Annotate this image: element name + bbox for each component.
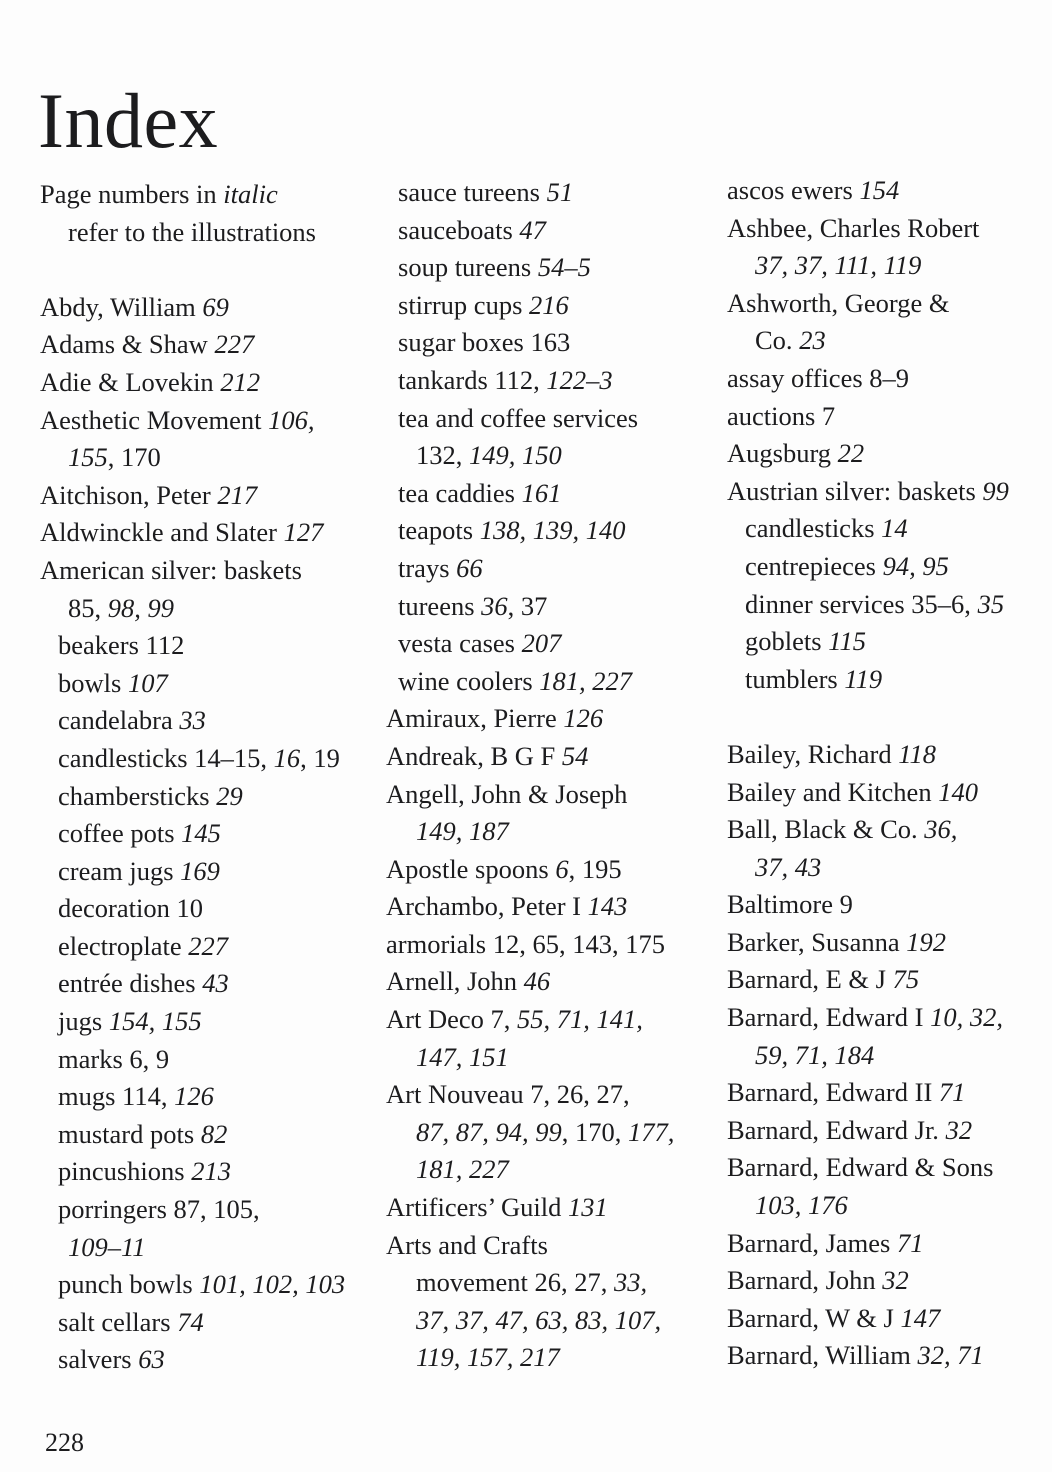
index-subentry xyxy=(386,287,674,325)
index-column-3 xyxy=(727,172,1009,1375)
entry-text: Adams & Shaw xyxy=(40,329,215,360)
entry-text: 132, xyxy=(416,440,469,471)
entry-text: pincushions xyxy=(58,1156,192,1187)
index-entry xyxy=(727,1112,1009,1150)
index-entry-continuation xyxy=(386,1151,674,1189)
index-subentry xyxy=(40,1191,345,1229)
entry-text: Art Nouveau 7, 26, 27, xyxy=(386,1079,630,1110)
illustration-page-ref: 119 xyxy=(844,663,883,694)
illustration-page-ref: 147, 151 xyxy=(416,1041,509,1072)
index-subentry xyxy=(727,510,1009,548)
illustration-page-ref: 22 xyxy=(837,438,865,469)
illustration-page-ref: 149, 187 xyxy=(416,816,509,847)
illustration-page-ref: 47 xyxy=(519,214,546,245)
index-entry xyxy=(386,888,674,926)
illustration-page-ref: 106, xyxy=(268,404,315,435)
index-entry xyxy=(386,1001,674,1039)
spacer xyxy=(727,698,1009,736)
entry-text: vesta cases xyxy=(398,628,522,659)
entry-text: Archambo, Peter I xyxy=(386,891,588,922)
entry-text: coffee pots xyxy=(58,818,182,849)
illustration-page-ref: 155 xyxy=(68,442,108,473)
page-title: Index xyxy=(38,77,219,164)
index-entry xyxy=(386,963,674,1001)
illustration-page-ref: 33 xyxy=(179,705,206,736)
illustration-page-ref: 212 xyxy=(220,366,261,397)
illustration-page-ref: 54–5 xyxy=(537,252,591,283)
illustration-page-ref: 161 xyxy=(521,477,562,508)
entry-text: marks 6, 9 xyxy=(58,1043,170,1074)
entry-text: Adie & Lovekin xyxy=(40,366,221,397)
entry-text: Bailey and Kitchen xyxy=(727,776,939,807)
illustration-page-ref: 145 xyxy=(181,818,221,849)
index-entry xyxy=(727,1074,1009,1112)
index-entry xyxy=(727,999,1009,1037)
index-subentry xyxy=(40,928,345,966)
index-entry xyxy=(727,285,1009,323)
entry-text: , 170 xyxy=(107,442,161,473)
index-subentry xyxy=(40,665,345,703)
entry-text: sauceboats xyxy=(398,214,520,245)
entry-text: tumblers xyxy=(745,663,845,694)
entry-text: Art Deco 7, xyxy=(386,1004,517,1035)
index-entry xyxy=(40,326,345,364)
illustration-page-ref: 99 xyxy=(982,475,1009,506)
index-subentry xyxy=(386,400,674,438)
index-subentry xyxy=(40,1116,345,1154)
entry-text: Barnard, James xyxy=(727,1227,897,1258)
entry-text: assay offices 8–9 xyxy=(727,362,910,393)
entry-text: Page numbers in xyxy=(40,179,224,209)
entry-text: 85, xyxy=(68,592,108,623)
entry-text: American silver: baskets xyxy=(40,554,302,585)
entry-text: beakers 112 xyxy=(58,630,185,661)
entry-text: candelabra xyxy=(58,705,180,736)
illustration-page-ref: 227 xyxy=(214,329,255,360)
illustration-page-ref: 213 xyxy=(191,1156,231,1187)
index-subentry xyxy=(386,212,674,250)
entry-text: porringers 87, 105, xyxy=(58,1194,260,1225)
entry-text: Bailey, Richard xyxy=(727,738,899,769)
entry-text: Amiraux, Pierre xyxy=(386,703,564,734)
entry-text: sugar boxes 163 xyxy=(398,327,571,358)
index-entry xyxy=(727,774,1009,812)
illustration-page-ref: 35 xyxy=(977,588,1005,619)
index-subentry xyxy=(386,362,674,400)
index-subentry xyxy=(727,623,1009,661)
index-subentry xyxy=(40,815,345,853)
index-subentry xyxy=(386,625,674,663)
entry-text: Aesthetic Movement xyxy=(40,404,269,435)
illustration-page-ref: 46 xyxy=(523,966,551,997)
illustration-page-ref: 43 xyxy=(202,968,229,999)
entry-text: Ashworth, George & xyxy=(727,287,950,318)
entry-text: chambersticks xyxy=(58,780,217,811)
illustration-page-ref: 82 xyxy=(200,1118,228,1149)
index-entry xyxy=(727,398,1009,436)
entry-text: Barnard, Edward I xyxy=(727,1002,931,1033)
index-subentry xyxy=(727,586,1009,624)
entry-text: bowls xyxy=(58,667,128,698)
illustration-page-ref: 207 xyxy=(521,628,562,659)
entry-text: Artificers’ Guild xyxy=(386,1192,569,1223)
index-entry-continuation xyxy=(386,1339,674,1377)
illustration-page-ref: 181, 227 xyxy=(539,665,633,696)
illustration-page-ref: 118 xyxy=(898,738,937,769)
illustration-page-ref: 36, xyxy=(924,814,958,845)
illustration-page-ref: 75 xyxy=(892,964,920,995)
illustration-page-ref: 32 xyxy=(945,1114,973,1145)
index-subentry xyxy=(386,550,674,588)
illustration-page-ref: 177, xyxy=(628,1116,675,1147)
index-entry xyxy=(727,1337,1009,1375)
entry-text: dinner services 35–6, xyxy=(745,588,978,619)
entry-text: Abdy, William xyxy=(40,291,203,322)
entry-text: salvers xyxy=(58,1344,139,1375)
illustration-page-ref: 29 xyxy=(216,780,243,811)
entry-text: Barnard, Edward II xyxy=(727,1077,939,1108)
entry-text: tankards 112, xyxy=(398,364,547,395)
illustration-page-ref: 14 xyxy=(881,513,908,544)
illustration-page-ref: 6 xyxy=(555,853,569,884)
page-number: 228 xyxy=(45,1428,84,1457)
illustration-page-ref: 143 xyxy=(587,891,628,922)
illustration-page-ref: 59, 71, 184 xyxy=(755,1039,875,1070)
index-subentry xyxy=(40,1078,345,1116)
index-subentry xyxy=(386,174,674,212)
index-entry xyxy=(40,289,345,327)
entry-text: jugs xyxy=(58,1006,109,1037)
illustration-page-ref: italic xyxy=(223,179,278,209)
index-subentry xyxy=(40,890,345,928)
index-entry xyxy=(386,1189,674,1227)
illustration-page-ref: 87, 87, 94, 99 xyxy=(416,1116,562,1147)
illustration-page-ref: 71 xyxy=(897,1227,924,1258)
index-subentry xyxy=(40,1153,345,1191)
index-entry xyxy=(386,738,674,776)
illustration-page-ref: 33, xyxy=(614,1267,648,1298)
entry-text: Barnard, Edward & Sons xyxy=(727,1152,994,1183)
index-subentry xyxy=(40,778,345,816)
index-entry xyxy=(727,473,1009,511)
index-entry-continuation xyxy=(386,1114,674,1152)
entry-text: Arnell, John xyxy=(386,966,524,997)
entry-text: Barker, Susanna xyxy=(727,926,907,957)
illustration-page-ref: 23 xyxy=(799,325,826,356)
index-entry xyxy=(727,1149,1009,1187)
entry-text: goblets xyxy=(745,626,829,657)
entry-text: stirrup cups xyxy=(398,289,530,320)
illustration-page-ref: 149, 150 xyxy=(469,440,562,471)
illustration-page-ref: 127 xyxy=(283,517,324,548)
index-entry-continuation xyxy=(386,1039,674,1077)
entry-text: Barnard, W & J xyxy=(727,1302,901,1333)
index-entry xyxy=(40,176,345,214)
entry-text: mustard pots xyxy=(58,1118,201,1149)
illustration-page-ref: 115 xyxy=(828,626,866,657)
entry-text: electroplate xyxy=(58,930,189,961)
illustration-page-ref: 55, 71, 141, xyxy=(517,1004,643,1035)
entry-text: trays xyxy=(398,552,457,583)
index-entry xyxy=(40,477,345,515)
illustration-page-ref: 51 xyxy=(546,177,574,207)
entry-text: sauce tureens xyxy=(398,177,547,207)
index-subentry xyxy=(727,548,1009,586)
index-subentry xyxy=(40,1003,345,1041)
entry-text: wine coolers xyxy=(398,665,540,696)
entry-text: Apostle spoons xyxy=(386,853,556,884)
illustration-page-ref: 217 xyxy=(217,479,258,510)
entry-text: , 37 xyxy=(507,590,548,621)
illustration-page-ref: 74 xyxy=(177,1306,204,1337)
entry-text: centrepieces xyxy=(745,550,883,581)
illustration-page-ref: 216 xyxy=(529,289,569,320)
index-entry xyxy=(727,961,1009,999)
entry-text: ascos ewers xyxy=(727,175,860,205)
entry-text: movement 26, 27, xyxy=(416,1267,614,1298)
index-subentry xyxy=(40,1266,345,1304)
index-subentry xyxy=(40,1304,345,1342)
index-entry xyxy=(386,1227,674,1265)
index-subentry xyxy=(40,702,345,740)
entry-text: Arts and Crafts xyxy=(386,1229,548,1260)
index-subentry xyxy=(386,249,674,287)
index-entry xyxy=(386,700,674,738)
illustration-page-ref: 98, 99 xyxy=(107,592,174,623)
index-entry-continuation xyxy=(386,813,674,851)
index-entry-continuation xyxy=(727,1187,1009,1225)
illustration-page-ref: 122–3 xyxy=(546,364,613,395)
entry-text: auctions 7 xyxy=(727,400,836,431)
index-entry xyxy=(727,886,1009,924)
illustration-page-ref: 37, 37, 111, 119 xyxy=(755,250,922,281)
illustration-page-ref: 16 xyxy=(273,742,301,773)
index-subentry xyxy=(386,324,674,362)
illustration-page-ref: 169 xyxy=(180,855,220,886)
index-entry xyxy=(727,736,1009,774)
illustration-page-ref: 54 xyxy=(561,740,589,771)
entry-text: Baltimore 9 xyxy=(727,889,853,920)
entry-text: cream jugs xyxy=(58,855,181,886)
entry-text: Barnard, William xyxy=(727,1340,918,1371)
index-entry xyxy=(40,552,345,590)
index-entry-continuation xyxy=(727,1037,1009,1075)
illustration-page-ref: 37, 37, 47, 63, 83, 107, xyxy=(416,1304,662,1335)
entry-text: Barnard, Edward Jr. xyxy=(727,1114,946,1145)
spacer xyxy=(40,251,345,289)
entry-text: Co. xyxy=(755,325,800,356)
index-entry-continuation xyxy=(386,1302,674,1340)
index-subentry xyxy=(40,1341,345,1379)
illustration-page-ref: 109–11 xyxy=(68,1231,146,1262)
entry-text: punch bowls xyxy=(58,1269,200,1300)
illustration-page-ref: 227 xyxy=(188,930,228,961)
index-subentry xyxy=(40,627,345,665)
entry-text: , 170, xyxy=(561,1116,628,1147)
entry-text: decoration 10 xyxy=(58,893,203,924)
entry-text: tureens xyxy=(398,590,482,621)
illustration-page-ref: 71 xyxy=(938,1077,966,1108)
index-entry xyxy=(386,851,674,889)
entry-text: Barnard, E & J xyxy=(727,964,893,995)
illustration-page-ref: 181, 227 xyxy=(416,1154,509,1185)
illustration-page-ref: 107 xyxy=(127,667,168,698)
entry-text: Ashbee, Charles Robert xyxy=(727,212,980,243)
entry-text: Aitchison, Peter xyxy=(40,479,218,510)
illustration-page-ref: 63 xyxy=(138,1344,165,1375)
index-entry-continuation xyxy=(40,1229,345,1267)
entry-text: Ball, Black & Co. xyxy=(727,814,925,845)
entry-text: mugs 114, xyxy=(58,1081,175,1112)
index-subentry xyxy=(727,661,1009,699)
entry-text: , 195 xyxy=(568,853,622,884)
entry-text: Angell, John & Joseph xyxy=(386,778,628,809)
entry-text: teapots xyxy=(398,515,480,546)
illustration-page-ref: 147 xyxy=(900,1302,941,1333)
illustration-page-ref: 32 xyxy=(882,1265,909,1296)
index-column-2 xyxy=(386,174,674,1377)
illustration-page-ref: 126 xyxy=(174,1081,214,1112)
index-entry-continuation xyxy=(40,590,345,628)
illustration-page-ref: 126 xyxy=(563,703,604,734)
illustration-page-ref: 103, 176 xyxy=(755,1190,848,1221)
illustration-page-ref: 10, 32, xyxy=(930,1002,1003,1033)
entry-text: refer to the illustrations xyxy=(68,216,316,247)
index-entry-continuation xyxy=(386,1264,674,1302)
index-entry-continuation xyxy=(727,849,1009,887)
entry-text: armorials 12, 65, 143, 175 xyxy=(386,928,665,959)
index-entry xyxy=(727,172,1009,210)
index-entry xyxy=(727,210,1009,248)
entry-text: entrée dishes xyxy=(58,968,203,999)
index-entry xyxy=(386,1076,674,1114)
illustration-page-ref: 154 xyxy=(859,175,900,205)
index-entry-continuation xyxy=(386,437,674,475)
entry-text: Barnard, John xyxy=(727,1265,883,1296)
index-entry xyxy=(727,360,1009,398)
entry-text: tea caddies xyxy=(398,477,522,508)
entry-text: candlesticks 14–15, xyxy=(58,742,274,773)
entry-text: Andreak, B G F xyxy=(386,740,562,771)
illustration-page-ref: 192 xyxy=(906,926,946,957)
entry-text: candlesticks xyxy=(745,513,882,544)
index-subentry xyxy=(386,512,674,550)
index-subentry xyxy=(386,663,674,701)
index-subentry xyxy=(386,588,674,626)
entry-text: tea and coffee services xyxy=(398,402,639,433)
entry-text: Aldwinckle and Slater xyxy=(40,517,284,548)
illustration-page-ref: 131 xyxy=(568,1192,608,1223)
illustration-page-ref: 94, 95 xyxy=(882,550,949,581)
index-entry xyxy=(386,776,674,814)
index-entry xyxy=(727,1300,1009,1338)
index-subentry xyxy=(386,475,674,513)
entry-text: soup tureens xyxy=(398,252,538,283)
index-subentry xyxy=(40,965,345,1003)
illustration-page-ref: 37, 43 xyxy=(755,851,822,882)
index-entry xyxy=(40,514,345,552)
entry-text: Augsburg xyxy=(727,438,838,469)
index-entry xyxy=(727,924,1009,962)
index-entry xyxy=(727,435,1009,473)
illustration-page-ref: 66 xyxy=(456,552,483,583)
index-entry xyxy=(727,1262,1009,1300)
index-subentry xyxy=(40,853,345,891)
index-entry xyxy=(40,364,345,402)
illustration-page-ref: 101, 102, 103 xyxy=(199,1269,346,1300)
index-entry xyxy=(727,1225,1009,1263)
index-subentry xyxy=(40,740,345,778)
entry-text: Austrian silver: baskets xyxy=(727,475,983,506)
illustration-page-ref: 140 xyxy=(938,776,978,807)
index-entry-continuation xyxy=(40,214,345,252)
index-entry-continuation xyxy=(40,439,345,477)
index-entry xyxy=(386,926,674,964)
illustration-page-ref: 36 xyxy=(481,590,508,621)
index-entry xyxy=(727,811,1009,849)
illustration-page-ref: 154, 155 xyxy=(108,1006,202,1037)
index-column-1 xyxy=(40,176,345,1379)
index-subentry xyxy=(40,1041,345,1079)
entry-text: salt cellars xyxy=(58,1306,178,1337)
illustration-page-ref: 32, 71 xyxy=(917,1340,984,1371)
illustration-page-ref: 138, 139, 140 xyxy=(479,515,626,546)
index-entry-continuation xyxy=(727,247,1009,285)
index-entry xyxy=(40,402,345,440)
entry-text: , 19 xyxy=(300,742,340,773)
index-entry-continuation xyxy=(727,322,1009,360)
illustration-page-ref: 119, 157, 217 xyxy=(416,1342,560,1373)
illustration-page-ref: 69 xyxy=(202,291,229,322)
